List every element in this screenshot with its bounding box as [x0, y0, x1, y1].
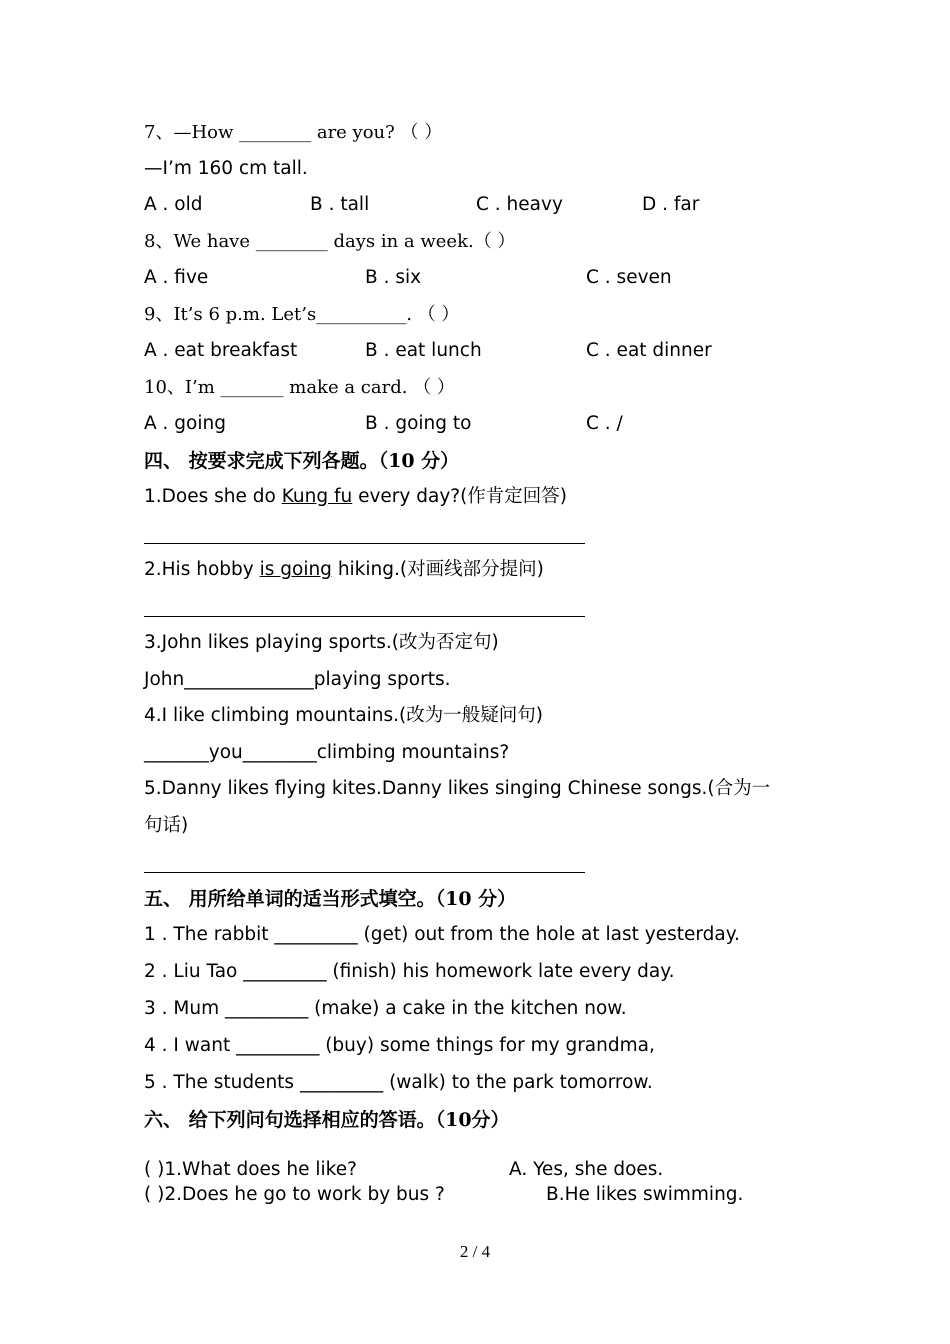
- q8-option-b[interactable]: B . six: [365, 267, 422, 288]
- p4-q1-after: every day?(作肯定回答): [352, 486, 568, 507]
- q10-option-c[interactable]: C . /: [586, 413, 623, 434]
- p4-q2-answer-line[interactable]: [144, 616, 585, 617]
- q7-option-d[interactable]: D . far: [642, 194, 700, 215]
- q9-option-a[interactable]: A . eat breakfast: [144, 340, 298, 361]
- q10-stem: 10、I’m _______ make a card. （ ）: [144, 377, 455, 398]
- p5-item-5[interactable]: 5 . The students _________ (walk) to the park tomorrow.: [144, 1072, 653, 1093]
- q10-option-a[interactable]: A . going: [144, 413, 226, 434]
- part5-heading: 五、 用所给单词的适当形式填空。（10 分）: [144, 888, 517, 910]
- q7-answer-line: —I’m 160 cm tall.: [144, 158, 308, 179]
- q7-option-c[interactable]: C . heavy: [476, 194, 563, 215]
- q9-option-c[interactable]: C . eat dinner: [586, 340, 712, 361]
- p5-item-1[interactable]: 1 . The rabbit _________ (get) out from the hole at last yesterday.: [144, 924, 740, 945]
- p4-q1-answer-line[interactable]: [144, 543, 585, 544]
- q7-option-a[interactable]: A . old: [144, 194, 203, 215]
- p4-q5-line1: 5.Danny likes flying kites.Danny likes singing Chinese songs.(合为一: [144, 778, 771, 799]
- p4-q4: 4.I like climbing mountains.(改为一般疑问句): [144, 705, 543, 726]
- p5-item-4[interactable]: 4 . I want _________ (buy) some things for my grandma,: [144, 1035, 655, 1056]
- p4-q3: 3.John likes playing sports.(改为否定句): [144, 632, 499, 653]
- p5-item-2[interactable]: 2 . Liu Tao _________ (finish) his homework late every day.: [144, 961, 675, 982]
- q8-stem: 8、We have ________ days in a week.（ ）: [144, 231, 516, 252]
- q9-option-b[interactable]: B . eat lunch: [365, 340, 482, 361]
- q8-option-c[interactable]: C . seven: [586, 267, 672, 288]
- p4-q1-before: 1.Does she do: [144, 486, 282, 507]
- p4-q5-answer-line[interactable]: [144, 872, 585, 873]
- part4-heading: 四、 按要求完成下列各题。（10 分）: [144, 450, 460, 472]
- p5-item-3[interactable]: 3 . Mum _________ (make) a cake in the kitchen now.: [144, 998, 627, 1019]
- p4-q2-before: 2.His hobby: [144, 559, 260, 580]
- p4-q1: [144, 485, 567, 509]
- p4-q2: [144, 558, 544, 582]
- p4-q3-fill[interactable]: John______________playing sports.: [144, 669, 451, 690]
- p6-q2-question[interactable]: ( )2.Does he go to work by bus ?: [144, 1184, 445, 1205]
- q7-option-b[interactable]: B . tall: [310, 194, 370, 215]
- p6-q1-answer: A. Yes, she does.: [509, 1159, 664, 1180]
- p4-q2-after: hiking.(对画线部分提问): [331, 559, 544, 580]
- q8-option-a[interactable]: A . five: [144, 267, 209, 288]
- p4-q4-fill[interactable]: _______you________climbing mountains?: [144, 742, 510, 763]
- q7-stem: 7、—How ________ are you? （ ）: [144, 122, 443, 143]
- q10-option-b[interactable]: B . going to: [365, 413, 472, 434]
- part6-heading: 六、 给下列问句选择相应的答语。（10分）: [144, 1109, 510, 1131]
- p4-q2-underlined: is going: [259, 559, 332, 580]
- page-number: 2 / 4: [459, 1242, 491, 1261]
- q9-stem: 9、It’s 6 p.m. Let’s__________. （ ）: [144, 304, 460, 325]
- p6-q2-answer: B.He likes swimming.: [546, 1184, 744, 1205]
- p6-q1-question[interactable]: ( )1.What does he like?: [144, 1159, 357, 1180]
- p4-q1-underlined: Kung fu: [281, 486, 353, 507]
- p4-q5-line2: 句话): [144, 815, 189, 836]
